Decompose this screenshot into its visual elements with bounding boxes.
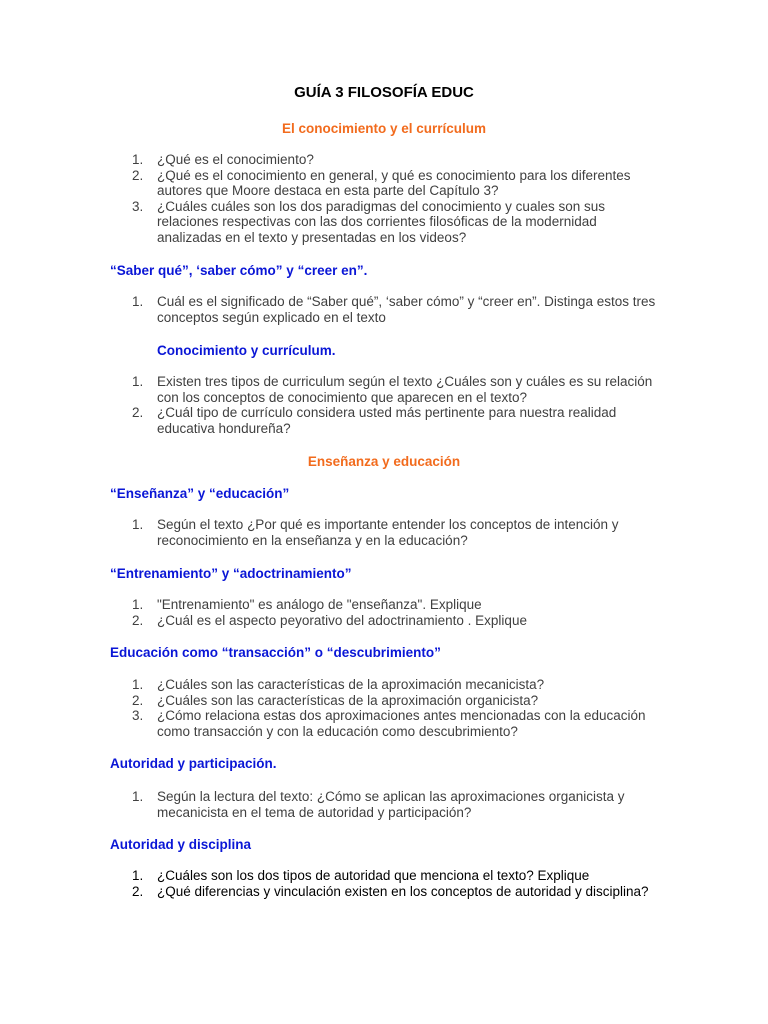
question-item: 2. ¿Qué es el conocimiento en general, y qué es conocimiento para los diferentes autores que Moore destaca en esta parte del Capítulo 3? [132,167,631,199]
section-heading-conocimiento-curriculum: El conocimiento y el currículum [281,121,487,136]
question-item: 3. ¿Cómo relaciona estas dos aproximaciones antes mencionadas con la educación como transacción y con la educación como descubrimiento? [132,708,646,739]
document-title: GUÍA 3 FILOSOFÍA EDUC [294,84,474,101]
question-list [132,677,657,739]
question-list [132,294,657,325]
question-item: 2. ¿Cuáles son las características de la aproximación organicista? [132,692,539,708]
question-item: 2. ¿Cuál tipo de currículo considera usted más pertinente para nuestra realidad educativa hondureña? [132,405,617,436]
question-item: 3. ¿Cuáles cuáles son los dos paradigmas del conocimiento y cuales son sus relaciones respectivas con las dos corrientes filosóficas de la modernidad analizadas en el texto y presentadas en los videos? [132,198,605,245]
question-item: 1. Cuál es el significado de “Saber qué”, ‘saber cómo” y “creer en”. Distinga estos tres conceptos según explicado en el texto [132,294,656,325]
question-list [132,597,657,628]
question-item: 1. ¿Cuáles son las características de la aproximación mecanicista? [132,677,545,692]
question-list [132,868,657,899]
question-item: 1. Según la lectura del texto: ¿Cómo se aplican las aproximaciones organicista y mecanicista en el tema de autoridad y participación? [132,789,625,820]
question-list [132,374,657,436]
question-list [132,789,657,820]
subsection-heading-saber: “Saber qué”, ‘saber cómo” y “creer en”. [110,263,368,278]
subsection-heading-autoridad-disciplina: Autoridad y disciplina [110,837,252,852]
question-item: 1. Según el texto ¿Por qué es importante entender los conceptos de intención y reconocimiento en la enseñanza y en la educación? [132,517,619,548]
question-item: 1. ¿Qué es el conocimiento? [132,152,314,167]
question-item: 1. ¿Cuáles son los dos tipos de autoridad que menciona el texto? Explique [132,868,590,883]
subsection-heading-transaccion: Educación como “transacción” o “descubrimiento” [110,645,441,660]
subsection-heading-entrenamiento: “Entrenamiento” y “adoctrinamiento” [110,566,352,581]
question-list [132,152,657,246]
subsection-heading-ensenanza: “Enseñanza” y “educación” [110,486,290,501]
subsection-heading-conocimiento-curriculum: Conocimiento y currículum. [157,343,336,358]
question-list [132,517,657,548]
question-item: 2. ¿Qué diferencias y vinculación existen en los conceptos de autoridad y disciplina? [132,883,649,899]
question-item: 1. "Entrenamiento" es análogo de "enseñanza". Explique [132,597,482,612]
question-item: 1. Existen tres tipos de curriculum según el texto ¿Cuáles son y cuáles es su relación con los conceptos de conocimiento que aparecen en el texto? [132,374,653,405]
question-item: 2. ¿Cuál es el aspecto peyorativo del adoctrinamiento . Explique [132,612,527,628]
section-heading-ensenanza-educacion: Enseñanza y educación [307,454,461,469]
subsection-heading-autoridad-participacion: Autoridad y participación. [110,756,277,771]
